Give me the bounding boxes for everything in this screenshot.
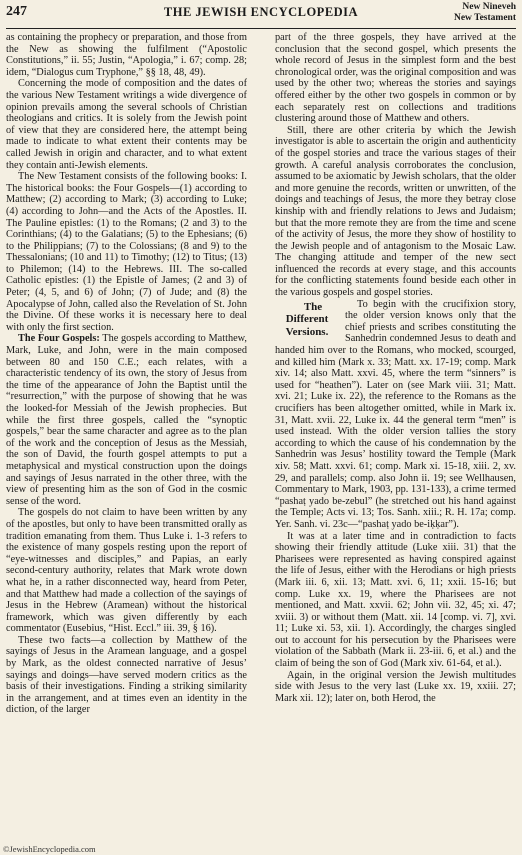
side-heading-line-1: The Different: [285, 300, 329, 326]
paragraph-crucifixion: [275, 299, 516, 531]
paragraph: Concerning the mode of composition and the dates of the various New Testament writings a wide divergence of opinion prevails among the several schools of Christian theologians and critics. It is solely from the Jewish point of view that they are considered here, the attempt being made to indicate to what extent their contents may be called Jewish in origin and character, and to what extent they contain anti-Jewish elements.: [6, 78, 247, 171]
paragraph-four-gospels: [6, 333, 247, 507]
left-column: [6, 32, 247, 842]
paragraph: part of the three gospels, they have arrived at the conclusion that the second gospel, which presents the whole record of Jesus in the simplest form and the best chronological order, was the original composition and was used by the other two; whereas the stories and sayings offered either by the other two gospels in common or by each separately rest on collections and traditions clustering around those of Matthew and others.: [275, 32, 516, 125]
paragraph-text: The gospels according to Matthew, Mark, Luke, and John, were in the main composed between 80 and 150 C.E.; each relates, with a characteristic tendency of its own, the story of Jesus from the time of the appearance of John the Baptist until the “resurrection,” with the purpose of showing that he was the looked-for Messiah of the Jewish prophecies. But while the first three gospels, called the “synoptic gospels,” bear the same character and agree as to the plan of the work and the conception of Jesus as the Messiah, the son of David, the fourth gospel attempts to put a metaphysical and mystical construction upon the doings and sayings of Jesus narrated in the other three, with the view of presenting him as the son of God in the cosmic sense of the word.: [6, 333, 247, 507]
paragraph: as containing the prophecy or preparation, and those from the New as showing the fulfilment (“Apostolic Constitutions,” ii. 55; Justin, “Apologia,” i. 67; comp. 28; idem, “Dialogus cum Tryphone,” §§ 18, 48, 49).: [6, 32, 247, 78]
copyright-footer: ©JewishEncyclopedia.com: [3, 844, 96, 854]
paragraph: These two facts—a collection by Matthew of the sayings of Jesus in the Aramean language, and a gospel by Mark, as the oldest connected narrative of Jesus’ sayings and doings—have served modern critics as the basis of their investigations. Finding a striking similarity in the arrangement, and at times even an identity in the diction, of the larger: [6, 634, 247, 716]
paragraph: Again, in the original version the Jewish multitudes side with Jesus to the very last (Luke xx. 19, xxiii. 27; Mark xii. 12); later on, both Herod, the: [275, 669, 516, 704]
paragraph: The gospels do not claim to have been written by any of the apostles, but only to have been transmitted orally as tradition emanating from them. Thus Luke i. 1-3 refers to the existence of many gospels resting upon the report of “eye-witnesses and disciples,” and Papias, an early second-century authority, relates that Mark wrote down what he, in a rather disconnected way, heard from Peter, and that Matthew had made a collection of the sayings of Jesus in the Hebrew (Aramean) without the historical framework, which was given differently by each commentator (Eusebius, “Hist. Eccl.” iii. 39, § 16).: [6, 507, 247, 635]
side-heading: [275, 301, 339, 339]
paragraph: The New Testament consists of the following books: I. The historical books: the Four Gospels—(1) according to Matthew; (2) according to Mark; (3) according to Luke; (4) according to John—and the Acts of the Apostles. II. The Pauline epistles: (1) to the Romans; (2 and 3) to the Corinthians; (4) to the Galatians; (5) to the Ephesians; (6) to the Philippians; (7) to the Colossians; (8 and 9) to the Thessalonians; (10 and 11) to Timothy; (12) to Titus; (13) to Philemon; (14) to the Hebrews. III. The so-called Catholic epistles: (1) the Epistle of James; (2 and 3) of Peter; (4, 5, and 6) of John; (7) of Jude; and (8) the Apocalypse of John, called also the Revelation of St. John the Divine. Of these works it is necessary here to deal with only the first section.: [6, 171, 247, 333]
running-head-first: New Nineveh: [462, 2, 516, 12]
running-head-last: New Testament: [453, 12, 516, 23]
right-column: [275, 32, 516, 842]
paragraph-text: To begin with the crucifixion story, the older version knows only that the chief priests and scribes constituting the Sanhedrin condemned Jesus to death and handed him over to the Romans, who mocked, scourged, and killed him (Mark x. 33; Matt. xx. 17-19; comp. Mark xiv. 14; also Matt. xxvi. 45, where the term “sinners” is used for “heathen”). Later on (see Mark viii. 31; Matt. xvi. 21; Luke ix. 22), the reference to the Romans as the crucifiers has been altogether omitted, while in Mark ix. 31, Matt. xvii. 22, Luke ix. 44 the general term “men” is used instead. With the older version tallies the story according to which the cause of his condemnation by the Sanhedrin was Jesus’ hostility toward the Temple (Mark xiv. 58; Matt. xxvi. 61; comp. Mark xi. 15-18, xiii. 2, xv. 29, and parallels; comp. also John ii. 19; see Wellhausen, Commentary to Mark, 1903, pp. 131-133), a crime termed “pashaṭ yado be-zebul” (he stretched out his hand against the Temple; Acts vi. 13; Tos. Sanh. xiii.; R. H. 17a; comp. Yer. Sanh. vi. 23c—“pashaṭ yado be-iḳḳar”).: [275, 298, 516, 530]
section-heading: The Four Gospels:: [18, 333, 100, 345]
page-header: [6, 2, 516, 29]
paragraph: It was at a later time and in contradiction to facts showing their friendly attitude (Luke xiii. 31) that the Pharisees were represented as having conspired against the life of Jesus, either with the Herodians or high priests (Mark iii. 6, xii. 13; Matt. xvi. 6, 11; xxii. 15-16; but comp. Luke xx. 19, where the Pharisees are not mentioned, and Matt. xxvii. 62; John vii. 32, 45; xi. 47; xviii. 3) or without them (Matt. xii. 14 [comp. vi. 7], xvi. 11; Luke xi. 53, xii. 1). Accordingly, the charges singled out to account for his persecution by the Pharisees were violation of the Sabbath (Mark ii. 23-iii. 6, et al.) and the claim of being the son of God (Mark xiv. 61-64, et al.).: [275, 530, 516, 670]
page-number: 247: [6, 4, 27, 19]
paragraph: Still, there are other criteria by which the Jewish investigator is able to ascertain the origin and authenticity of the gospel stories and trace the various stages of their growth. A careful analysis corroborates the conclusion, assumed to be axiomatic by Jewish scholars, that the older and more genuine the records, written or unwritten, of the doings and teachings of Jesus, the more they betray close kinship with and friendly relations to Jews and Judaism; but that the more remote they are from the time and scene of the activity of Jesus, the more they show of hostility to the Jewish people and of antagonism to the Mosaic Law. The changing attitude and temper of the new sect influenced the records at every stage, and this accounts for the conflicting statements found beside each other in the various gospels and gospel stories.: [275, 124, 516, 299]
running-head: [454, 2, 516, 23]
encyclopedia-title: THE JEWISH ENCYCLOPEDIA: [163, 5, 359, 19]
side-heading-line-2: Versions.: [285, 325, 329, 338]
